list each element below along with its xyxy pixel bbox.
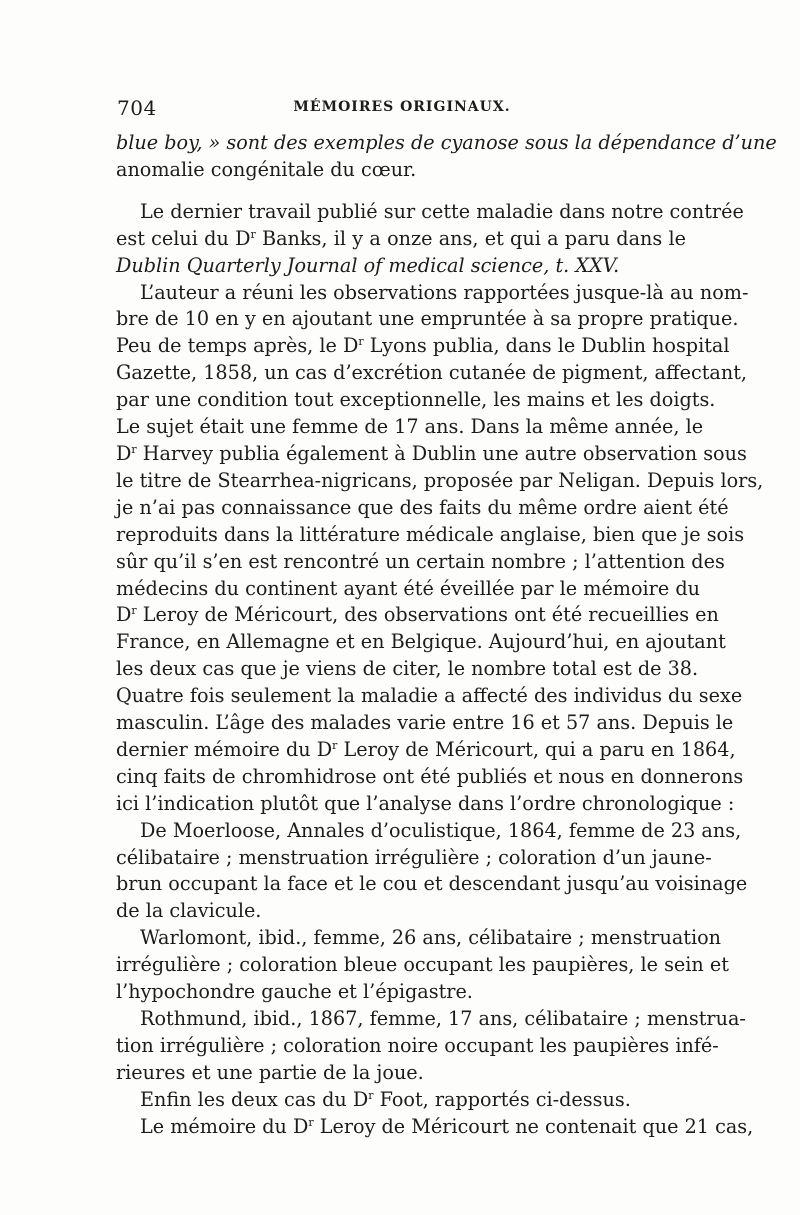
text-line: célibataire ; menstruation irrégulière ; coloration d’un jaune- (116, 845, 712, 869)
text-line: dernier mémoire du $D^r$ Leroy de Méricourt, qui a paru en 1864, (116, 737, 736, 761)
text-line: L’auteur a réuni les observations rapportées jusque-là au nom- (140, 280, 749, 304)
text-line: Quatre fois seulement la maladie a affecté des individus du sexe (116, 684, 743, 708)
page-number: 704 (117, 96, 157, 120)
text-line: Enfin les deux cas du $D^r$ Foot, rapportés ci-dessus. (140, 1087, 631, 1111)
text-line: bre de 10 en y en ajoutant une empruntée à sa propre pratique. (116, 307, 739, 331)
text-line: médecins du continent ayant été éveillée par le mémoire du (116, 576, 700, 600)
text-line: Gazette, 1858, un cas d’excrétion cutanée de pigment, affectant, (116, 361, 748, 385)
text-line: rieures et une partie de la joue. (116, 1060, 424, 1084)
text-line: le titre de Stearrhea-nigricans, proposée par Neligan. Depuis lors, (116, 468, 764, 492)
text-line: reproduits dans la littérature médicale anglaise, bien que je sois (116, 522, 745, 546)
text-line: France, en Allemagne et en Belgique. Aujourd’hui, en ajoutant (116, 630, 726, 654)
text-line: Warlomont, ibid., femme, 26 ans, célibataire ; menstruation (140, 926, 722, 950)
running-head: MÉMOIRES ORIGINAUX. (293, 99, 511, 115)
text-line: Rothmund, ibid., 1867, femme, 17 ans, célibataire ; menstrua- (140, 1007, 746, 1030)
text-line: De Moerloose, Annales d’oculistique, 1864, femme de 23 ans, (140, 818, 742, 842)
text-line: masculin. L’âge des malades varie entre 16 et 57 ans. Depuis le (116, 711, 734, 735)
text-line: Le sujet était une femme de 17 ans. Dans la même année, le (116, 415, 704, 439)
text-line: est celui du $D^r$ Banks, il y a onze ans, et qui a paru dans le (116, 226, 686, 250)
text-line: je n’ai pas connaissance que des faits du même ordre aient été (116, 495, 729, 519)
text-line: blue boy, » sont des exemples de cyanose sous la dépendance d’une (116, 131, 777, 154)
text-line: Le mémoire du $D^r$ Leroy de Méricourt ne contenait que 21 cas, (140, 1114, 754, 1138)
text-line: Dublin Quarterly Journal of medical science, t. XXV. (116, 253, 620, 277)
text-line: les deux cas que je viens de citer, le nombre total est de 38. (116, 657, 699, 681)
text-line: sûr qu’il s’en est rencontré un certain nombre ; l’attention des (116, 549, 725, 573)
text-line: l’hypochondre gauche et l’épigastre. (116, 980, 473, 1004)
text-line: anomalie congénitale du cœur. (116, 157, 417, 181)
body-text (116, 130, 777, 1141)
text-line: irrégulière ; coloration bleue occupant les paupières, le sein et (116, 953, 729, 977)
page-header (117, 96, 687, 120)
text-line: cinq faits de chromhidrose ont été publiés et nous en donnerons (116, 764, 744, 788)
text-line: de la clavicule. (116, 899, 262, 923)
text-line: $D^r$ Leroy de Méricourt, des observations ont été recueillies en (116, 603, 719, 627)
text-line: par une condition tout exceptionnelle, les mains et les doigts. (116, 388, 716, 412)
text-line: ici l’indication plutôt que l’analyse dans l’ordre chronologique : (116, 791, 735, 815)
text-line: brun occupant la face et le cou et descendant jusqu’au voisinage (116, 872, 748, 896)
text-line: tion irrégulière ; coloration noire occupant les paupières infé- (116, 1033, 719, 1057)
text-line: $D^r$ Harvey publia également à Dublin une autre observation sous (116, 441, 747, 465)
text-line: Peu de temps après, le $D^r$ Lyons publia, dans le Dublin hospital (116, 334, 730, 358)
text-line: Le dernier travail publié sur cette maladie dans notre contrée (140, 199, 744, 223)
